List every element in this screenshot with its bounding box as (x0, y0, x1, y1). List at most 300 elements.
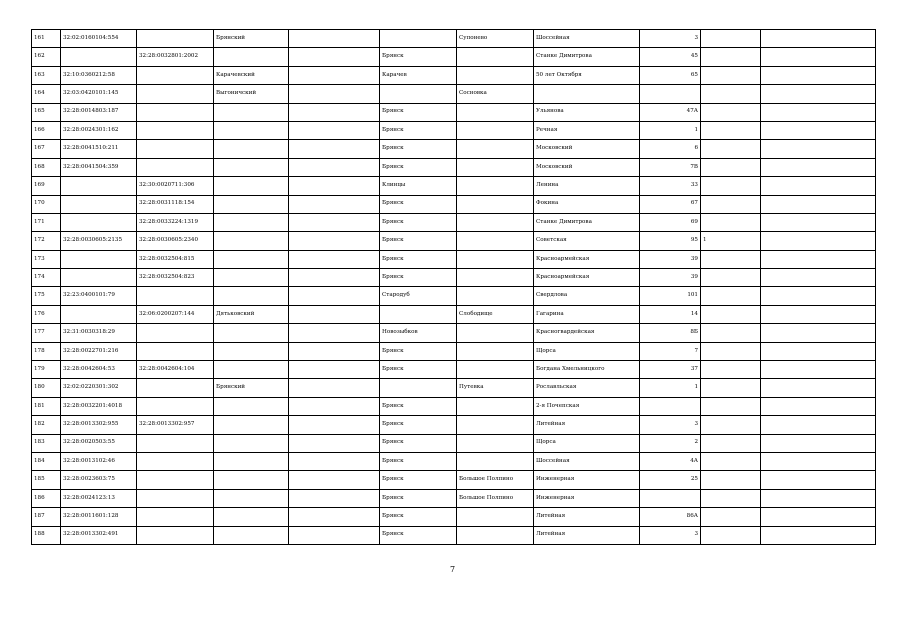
document-page (31, 29, 875, 545)
cadastral-number-2-cell (137, 434, 214, 452)
row-number-cell: 170 (32, 195, 61, 213)
district-cell: Дятьковский (214, 305, 289, 323)
house-number-cell: 2 (640, 434, 701, 452)
row-number-cell: 163 (32, 66, 61, 84)
village-cell (457, 361, 534, 379)
table-row (32, 324, 876, 342)
house-number-cell: 65 (640, 66, 701, 84)
table-row (32, 526, 876, 544)
table-row (32, 158, 876, 176)
cadastral-number-2-cell: 32:06:0200207:144 (137, 305, 214, 323)
cadastral-number-cell (61, 250, 137, 268)
cadastral-number-cell: 32:31:0030318:29 (61, 324, 137, 342)
extra-cell-1 (701, 434, 761, 452)
cadastral-number-2-cell (137, 121, 214, 139)
street-cell: Рославльская (534, 379, 640, 397)
blank-cell (289, 85, 380, 103)
blank-cell (289, 177, 380, 195)
cadastral-number-2-cell (137, 158, 214, 176)
extra-cell-1 (701, 324, 761, 342)
city-cell: Брянск (380, 250, 457, 268)
row-number-cell: 184 (32, 452, 61, 470)
street-cell: Инженерная (534, 471, 640, 489)
district-cell (214, 232, 289, 250)
extra-cell-1 (701, 85, 761, 103)
village-cell (457, 140, 534, 158)
cadastral-number-cell (61, 177, 137, 195)
extra-cell-1 (701, 213, 761, 231)
city-cell (380, 85, 457, 103)
village-cell (457, 195, 534, 213)
blank-cell (289, 48, 380, 66)
blank-cell (289, 324, 380, 342)
row-number-cell: 176 (32, 305, 61, 323)
district-cell (214, 489, 289, 507)
house-number-cell: 39 (640, 269, 701, 287)
table-row (32, 195, 876, 213)
table-row (32, 48, 876, 66)
cadastral-number-cell: 32:28:0030605:2135 (61, 232, 137, 250)
village-cell: Супонево (457, 30, 534, 48)
village-cell (457, 269, 534, 287)
district-cell (214, 269, 289, 287)
street-cell: Красноармейская (534, 269, 640, 287)
cadastral-number-2-cell (137, 85, 214, 103)
cadastral-number-cell: 32:28:0020503:55 (61, 434, 137, 452)
cadastral-number-2-cell: 32:28:0031118:154 (137, 195, 214, 213)
extra-cell-1 (701, 361, 761, 379)
row-number-cell: 162 (32, 48, 61, 66)
village-cell: Большое Полпино (457, 471, 534, 489)
extra-cell-2 (761, 508, 876, 526)
cadastral-number-2-cell (137, 471, 214, 489)
village-cell (457, 324, 534, 342)
city-cell: Брянск (380, 213, 457, 231)
street-cell: Литейная (534, 508, 640, 526)
house-number-cell: 45 (640, 48, 701, 66)
row-number-cell: 165 (32, 103, 61, 121)
blank-cell (289, 269, 380, 287)
district-cell (214, 342, 289, 360)
extra-cell-1 (701, 103, 761, 121)
cadastral-number-2-cell: 32:28:0032801:2002 (137, 48, 214, 66)
house-number-cell: 47А (640, 103, 701, 121)
extra-cell-2 (761, 66, 876, 84)
extra-cell-1 (701, 489, 761, 507)
extra-cell-2 (761, 158, 876, 176)
table-row (32, 250, 876, 268)
city-cell: Брянск (380, 342, 457, 360)
house-number-cell: 25 (640, 471, 701, 489)
street-cell: Свердлова (534, 287, 640, 305)
extra-cell-1 (701, 452, 761, 470)
extra-cell-1 (701, 287, 761, 305)
house-number-cell: 86А (640, 508, 701, 526)
cadastral-number-2-cell (137, 287, 214, 305)
table-row (32, 177, 876, 195)
district-cell (214, 434, 289, 452)
cadastral-number-2-cell (137, 452, 214, 470)
extra-cell-2 (761, 452, 876, 470)
cadastral-number-cell: 32:28:0041504:359 (61, 158, 137, 176)
district-cell (214, 416, 289, 434)
house-number-cell: 7 (640, 342, 701, 360)
extra-cell-2 (761, 287, 876, 305)
city-cell: Брянск (380, 232, 457, 250)
city-cell: Брянск (380, 452, 457, 470)
blank-cell (289, 361, 380, 379)
village-cell (457, 213, 534, 231)
extra-cell-2 (761, 324, 876, 342)
village-cell (457, 342, 534, 360)
house-number-cell (640, 489, 701, 507)
city-cell: Брянск (380, 434, 457, 452)
extra-cell-1 (701, 416, 761, 434)
village-cell (457, 434, 534, 452)
row-number-cell: 167 (32, 140, 61, 158)
village-cell (457, 66, 534, 84)
district-cell (214, 121, 289, 139)
blank-cell (289, 452, 380, 470)
blank-cell (289, 397, 380, 415)
extra-cell-2 (761, 48, 876, 66)
cadastral-number-cell (61, 305, 137, 323)
district-cell (214, 140, 289, 158)
cadastral-number-cell: 32:03:0420101:145 (61, 85, 137, 103)
street-cell: Фокина (534, 195, 640, 213)
extra-cell-1 (701, 526, 761, 544)
row-number-cell: 178 (32, 342, 61, 360)
extra-cell-1 (701, 471, 761, 489)
extra-cell-2 (761, 177, 876, 195)
cadastral-number-2-cell (137, 397, 214, 415)
district-cell: Брянский (214, 379, 289, 397)
district-cell (214, 195, 289, 213)
village-cell (457, 452, 534, 470)
street-cell: Богдана Хмельницкого (534, 361, 640, 379)
district-cell (214, 103, 289, 121)
table-row (32, 305, 876, 323)
district-cell (214, 361, 289, 379)
cadastral-number-cell: 32:28:0022701:216 (61, 342, 137, 360)
street-cell: Литейная (534, 416, 640, 434)
village-cell (457, 526, 534, 544)
village-cell (457, 508, 534, 526)
district-cell (214, 48, 289, 66)
row-number-cell: 166 (32, 121, 61, 139)
cadastral-number-cell: 32:28:0032201:4018 (61, 397, 137, 415)
district-cell (214, 471, 289, 489)
blank-cell (289, 342, 380, 360)
blank-cell (289, 195, 380, 213)
extra-cell-2 (761, 30, 876, 48)
cadastral-number-cell (61, 195, 137, 213)
house-number-cell: 3 (640, 526, 701, 544)
village-cell (457, 250, 534, 268)
city-cell: Стародуб (380, 287, 457, 305)
cadastral-number-cell: 32:28:0013302:955 (61, 416, 137, 434)
house-number-cell: 95 (640, 232, 701, 250)
row-number-cell: 185 (32, 471, 61, 489)
table-row (32, 489, 876, 507)
district-cell (214, 397, 289, 415)
cadastral-number-2-cell (137, 30, 214, 48)
table-row (32, 416, 876, 434)
extra-cell-2 (761, 342, 876, 360)
row-number-cell: 181 (32, 397, 61, 415)
city-cell: Клинцы (380, 177, 457, 195)
cadastral-number-cell (61, 269, 137, 287)
row-number-cell: 164 (32, 85, 61, 103)
cadastral-number-2-cell: 32:28:0032504:823 (137, 269, 214, 287)
city-cell: Брянск (380, 508, 457, 526)
street-cell: Московский (534, 140, 640, 158)
city-cell (380, 305, 457, 323)
village-cell (457, 397, 534, 415)
cadastral-number-2-cell: 32:28:0042604:104 (137, 361, 214, 379)
extra-cell-2 (761, 489, 876, 507)
city-cell: Брянск (380, 361, 457, 379)
village-cell (457, 287, 534, 305)
extra-cell-1 (701, 177, 761, 195)
cadastral-number-2-cell (137, 103, 214, 121)
extra-cell-2 (761, 471, 876, 489)
table-row (32, 213, 876, 231)
village-cell (457, 158, 534, 176)
extra-cell-1 (701, 30, 761, 48)
table-row (32, 287, 876, 305)
extra-cell-1 (701, 379, 761, 397)
cadastral-number-cell: 32:28:0024301:162 (61, 121, 137, 139)
table-row (32, 342, 876, 360)
city-cell: Новозыбков (380, 324, 457, 342)
property-table (31, 29, 876, 545)
row-number-cell: 186 (32, 489, 61, 507)
cadastral-number-cell: 32:28:0013102:46 (61, 452, 137, 470)
extra-cell-2 (761, 269, 876, 287)
table-row (32, 85, 876, 103)
street-cell: Московский (534, 158, 640, 176)
extra-cell-2 (761, 140, 876, 158)
city-cell: Карачев (380, 66, 457, 84)
row-number-cell: 183 (32, 434, 61, 452)
table-row (32, 361, 876, 379)
row-number-cell: 168 (32, 158, 61, 176)
extra-cell-1 (701, 269, 761, 287)
blank-cell (289, 121, 380, 139)
cadastral-number-2-cell (137, 140, 214, 158)
house-number-cell: 37 (640, 361, 701, 379)
house-number-cell: 1 (640, 121, 701, 139)
extra-cell-1 (701, 158, 761, 176)
city-cell: Брянск (380, 103, 457, 121)
extra-cell-1 (701, 121, 761, 139)
district-cell (214, 213, 289, 231)
blank-cell (289, 416, 380, 434)
table-row (32, 452, 876, 470)
extra-cell-2 (761, 103, 876, 121)
district-cell (214, 287, 289, 305)
street-cell: Ульянова (534, 103, 640, 121)
cadastral-number-2-cell (137, 66, 214, 84)
cadastral-number-cell: 32:28:0013302:491 (61, 526, 137, 544)
street-cell (534, 85, 640, 103)
village-cell (457, 121, 534, 139)
blank-cell (289, 434, 380, 452)
table-row (32, 103, 876, 121)
blank-cell (289, 213, 380, 231)
street-cell: Гагарина (534, 305, 640, 323)
street-cell: 50 лет Октября (534, 66, 640, 84)
city-cell: Брянск (380, 140, 457, 158)
district-cell (214, 526, 289, 544)
table-row (32, 232, 876, 250)
extra-cell-1 (701, 397, 761, 415)
cadastral-number-2-cell (137, 508, 214, 526)
blank-cell (289, 471, 380, 489)
city-cell: Брянск (380, 526, 457, 544)
cadastral-number-2-cell (137, 489, 214, 507)
cadastral-number-2-cell: 32:28:0030605:2340 (137, 232, 214, 250)
table-row (32, 269, 876, 287)
house-number-cell: 101 (640, 287, 701, 305)
house-number-cell: 6 (640, 140, 701, 158)
district-cell: Карачевский (214, 66, 289, 84)
district-cell: Выгоничский (214, 85, 289, 103)
blank-cell (289, 526, 380, 544)
house-number-cell: 8Б (640, 324, 701, 342)
row-number-cell: 177 (32, 324, 61, 342)
cadastral-number-2-cell (137, 526, 214, 544)
village-cell (457, 177, 534, 195)
street-cell: Инженерная (534, 489, 640, 507)
city-cell: Брянск (380, 48, 457, 66)
blank-cell (289, 140, 380, 158)
city-cell: Брянск (380, 397, 457, 415)
blank-cell (289, 250, 380, 268)
table-row (32, 397, 876, 415)
row-number-cell: 161 (32, 30, 61, 48)
district-cell (214, 158, 289, 176)
cadastral-number-2-cell (137, 379, 214, 397)
row-number-cell: 169 (32, 177, 61, 195)
blank-cell (289, 232, 380, 250)
cadastral-number-cell: 32:02:0160104:554 (61, 30, 137, 48)
street-cell: Красноармейская (534, 250, 640, 268)
district-cell (214, 508, 289, 526)
street-cell: 2-я Почепская (534, 397, 640, 415)
extra-cell-2 (761, 526, 876, 544)
house-number-cell: 33 (640, 177, 701, 195)
street-cell: Советская (534, 232, 640, 250)
extra-cell-2 (761, 85, 876, 103)
city-cell: Брянск (380, 195, 457, 213)
table-row (32, 434, 876, 452)
extra-cell-2 (761, 434, 876, 452)
row-number-cell: 180 (32, 379, 61, 397)
street-cell: Щорса (534, 434, 640, 452)
house-number-cell: 4А (640, 452, 701, 470)
extra-cell-1 (701, 508, 761, 526)
row-number-cell: 173 (32, 250, 61, 268)
row-number-cell: 175 (32, 287, 61, 305)
extra-cell-2 (761, 232, 876, 250)
village-cell: Путевка (457, 379, 534, 397)
cadastral-number-cell: 32:02:0220301:302 (61, 379, 137, 397)
table-row (32, 121, 876, 139)
house-number-cell: 1 (640, 379, 701, 397)
city-cell: Брянск (380, 471, 457, 489)
blank-cell (289, 379, 380, 397)
cadastral-number-2-cell: 32:28:0032504:815 (137, 250, 214, 268)
house-number-cell (640, 397, 701, 415)
extra-cell-1: 1 (701, 232, 761, 250)
blank-cell (289, 103, 380, 121)
cadastral-number-cell: 32:10:0360212:58 (61, 66, 137, 84)
table-row (32, 471, 876, 489)
street-cell: Шоссейная (534, 30, 640, 48)
extra-cell-2 (761, 250, 876, 268)
cadastral-number-cell: 32:28:0023603:75 (61, 471, 137, 489)
house-number-cell (640, 85, 701, 103)
row-number-cell: 182 (32, 416, 61, 434)
house-number-cell: 39 (640, 250, 701, 268)
row-number-cell: 179 (32, 361, 61, 379)
cadastral-number-2-cell: 32:28:0033224:1319 (137, 213, 214, 231)
village-cell: Сосновка (457, 85, 534, 103)
blank-cell (289, 508, 380, 526)
district-cell (214, 177, 289, 195)
district-cell (214, 452, 289, 470)
street-cell: Шоссейная (534, 452, 640, 470)
blank-cell (289, 158, 380, 176)
row-number-cell: 174 (32, 269, 61, 287)
city-cell (380, 30, 457, 48)
cadastral-number-2-cell: 32:30:0020711:306 (137, 177, 214, 195)
blank-cell (289, 305, 380, 323)
extra-cell-1 (701, 140, 761, 158)
table-row (32, 30, 876, 48)
extra-cell-1 (701, 342, 761, 360)
street-cell: Щорса (534, 342, 640, 360)
table-row (32, 140, 876, 158)
house-number-cell: 69 (640, 213, 701, 231)
district-cell (214, 250, 289, 268)
page-number: 7 (449, 565, 456, 574)
house-number-cell: 14 (640, 305, 701, 323)
row-number-cell: 188 (32, 526, 61, 544)
city-cell (380, 379, 457, 397)
blank-cell (289, 30, 380, 48)
extra-cell-2 (761, 361, 876, 379)
cadastral-number-cell: 32:28:0042604:53 (61, 361, 137, 379)
district-cell: Брянский (214, 30, 289, 48)
extra-cell-2 (761, 195, 876, 213)
table-body (32, 30, 876, 545)
table-row (32, 66, 876, 84)
extra-cell-2 (761, 379, 876, 397)
extra-cell-1 (701, 305, 761, 323)
cadastral-number-cell (61, 213, 137, 231)
village-cell (457, 232, 534, 250)
city-cell: Брянск (380, 489, 457, 507)
village-cell (457, 48, 534, 66)
street-cell: Станке Димитрова (534, 213, 640, 231)
extra-cell-2 (761, 397, 876, 415)
blank-cell (289, 287, 380, 305)
extra-cell-2 (761, 213, 876, 231)
city-cell: Брянск (380, 158, 457, 176)
